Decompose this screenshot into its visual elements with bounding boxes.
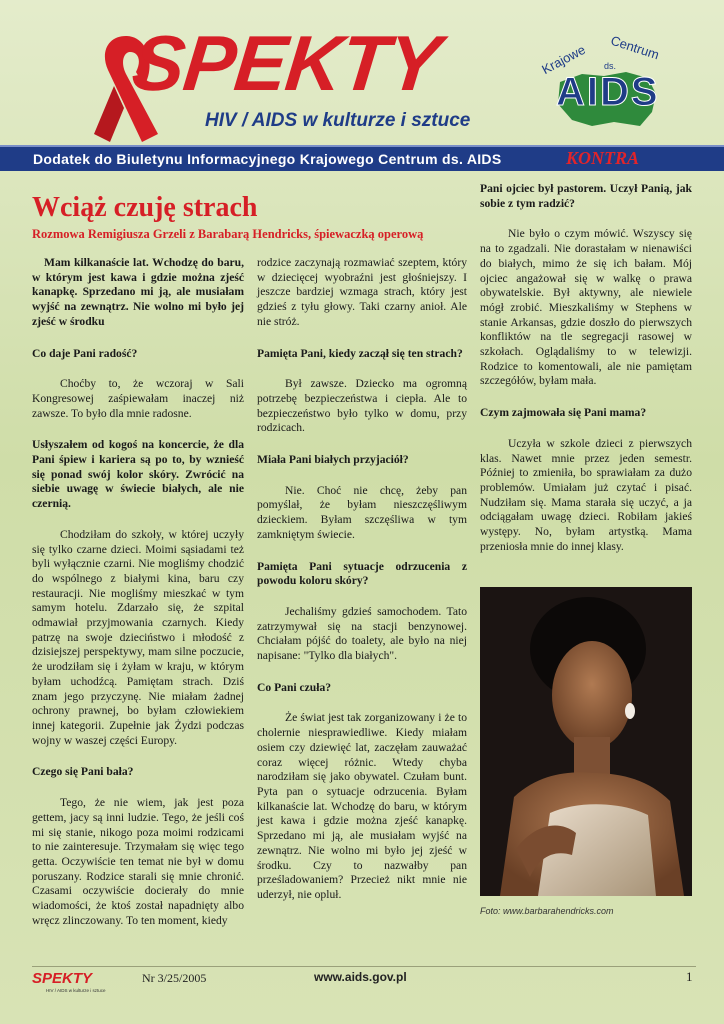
interview-question: Czego się Pani bała? xyxy=(32,765,134,779)
kontra-logo: KONTRA xyxy=(566,148,640,168)
page-number: 1 xyxy=(686,969,693,984)
portrait-illustration xyxy=(480,587,692,896)
logo-ds: ds. xyxy=(604,61,617,71)
article-subtitle: Rozmowa Remigiusza Grzeli z Barabarą Hendricks, śpiewaczką operową xyxy=(32,227,424,241)
issue-number: Nr 3/25/2005 xyxy=(142,971,207,985)
supplement-text: Dodatek do Biuletynu Informacyjnego Krajowego Centrum ds. AIDS xyxy=(33,151,502,167)
article-title: Wciąż czuję strach xyxy=(32,192,258,223)
interview-paragraph: Był zawsze. Dziecko ma ogromną potrzebę bezpieczeństwa i ciepła. Ale to bezpieczeństwo było tylko w domu, przy rodzicach. xyxy=(257,377,467,435)
interview-paragraph: Nie. Choć nie chcę, żeby pan pomyślał, że byłam nieszczęśliwym dzieckiem. Byłam szczęśliwa w tym zamkniętym świecie. xyxy=(257,483,467,541)
portrait-photo xyxy=(480,587,692,896)
article-column-3 xyxy=(480,182,692,554)
interview-paragraph: Uczyła w szkole dzieci z pierwszych klas. Nawet mnie przez jeden semestr. Później to zmieniła, bo sprawiałam za dużo problemów. Umiałam już czytać i pisać. Nudziłam się. Mama starała się uczyć, a ja odciągałam uwagę dzieci. Robiłam jakieś występy. No, byłam artystką. Mama przeniosła mnie do innej klasy. xyxy=(480,436,692,553)
krajowe-centrum-aids-logo xyxy=(540,28,670,138)
masthead xyxy=(0,0,724,142)
logo-krajowe: Krajowe xyxy=(539,41,588,78)
interview-paragraph: Jechaliśmy gdzieś samochodem. Tato zatrzymywał się na stacji benzynowej. Chciałam pójść do toalety, ale było na niej napisane: "Tylko dla białych". xyxy=(257,604,467,663)
tagline: HIV / AIDS w kulturze i sztuce xyxy=(205,110,471,131)
footer-logo: SPEKTY xyxy=(32,970,93,987)
interview-paragraph: Choćby to, że wczoraj w Sali Kongresowej zaśpiewałam inaczej niż zawsze. To było dla mnie radosne. xyxy=(32,377,244,420)
photo-caption: Foto: www.barbarahendricks.com xyxy=(480,906,614,916)
interview-paragraph: Nie było o czym mówić. Wszyscy się na to zgadzali. Nie dorastałam w nienawiści do białych, mimo że się ich bałam. Mój ojciec angażował się w walkę o prawa obywatelskie. Był aktywny, ale niewiele mógł zrobić. Mieszkaliśmy w Stephens w stanie Arkansas, gdzie doszło do pierwszych konfliktów na tle segregacji rasowej w szkołach. Oglądaliśmy to w telewizji. Rodzice to komentowali, ale nie pamiętam szczegółów, byłam mała. xyxy=(480,227,692,388)
brand-title: SPEKTY xyxy=(128,19,444,107)
logo-aids-word: AIDS xyxy=(556,70,660,114)
article-column-2 xyxy=(257,256,467,903)
interview-question: Pani ojciec był pastorem. Uczył Panią, jak sobie z tym radzić? xyxy=(480,182,692,210)
logo-centrum: Centrum xyxy=(608,32,661,63)
interview-question: Usłyszałem od kogoś na koncercie, że dla Pani śpiew i kariera są po to, by wznieść się ponad swój kolor skóry. Zwrócić na siebie uwagę w świecie białych, ale nie czernią. xyxy=(32,438,244,511)
interview-paragraph: Tego, że nie wiem, jak jest poza gettem, jacy są inni ludzie. Tego, że jeśli coś mi się stanie, nikogo poza moimi rodzicami to nie zainteresuje. Trzymałam się więc tego getta. Oczywiście ten temat nie był w domu poruszany. Rodzice starali się mnie chronić. Czasami oczywiście docierały do mnie wiadomości, że ktoś został napadnięty albo wręcz zlinczowany. To ten moment, kiedy xyxy=(32,796,244,927)
interview-question: Pamięta Pani sytuacje odrzucenia z powodu koloru skóry? xyxy=(257,559,467,588)
supplement-bar xyxy=(0,145,724,171)
interview-paragraph: Chodziłam do szkoły, w której uczyły się tylko czarne dzieci. Moimi sąsiadami też byli wyłącznie czarni. Nie mogliśmy chodzić do wspólnego z białymi kina, baru czy restauracji. Nie mogliśmy mieszkać w tym samym hotelu. Zdarzało się, że szpital odmawiał przyjmowania czarnych. Kiedy patrzę na swoje dzieciństwo i młodość z dzisiejszej perspektywy, mam silne poczucie, że urodziłam się i żyłam w kraju, w którym byłam uchodźcą. Pamiętam strach. Dziś znam jego przyczynę. Nie miałam żadnej ochrony prawnej, bo byłam człowiekiem innej kategorii. Zupełnie jak Żydzi podczas wojny w waszej części Europy. xyxy=(32,527,244,747)
interview-question: Miała Pani białych przyjaciół? xyxy=(257,453,409,467)
website-link[interactable]: www.aids.gov.pl xyxy=(314,970,407,984)
interview-paragraph: Mam kilkanaście lat. Wchodzę do baru, w którym jest kawa i gdzie można zjeść kanapkę. Sprzedano mi ją, ale musiałam wyjść na zewnątrz. Nie wolno mi było jej zjeść w środku xyxy=(32,256,244,328)
interview-question: Pamięta Pani, kiedy zaczął się ten strach? xyxy=(257,346,463,360)
interview-question: Co daje Pani radość? xyxy=(32,346,138,360)
interview-paragraph: rodzice zaczynają rozmawiać szeptem, który w dziecięcej wyobraźni jest głośniejszy. I jeszcze bardziej wzmaga strach, który jest gdzieś z tyłu głowy. Taki czarny anioł. Ale nie stróż. xyxy=(257,256,467,328)
interview-question: Czym zajmowała się Pani mama? xyxy=(480,406,647,420)
footer-divider xyxy=(32,966,696,967)
footer-logo-tagline: HIV / AIDS w kulturze i sztuce xyxy=(46,988,106,993)
interview-question: Co Pani czuła? xyxy=(257,680,332,694)
interview-paragraph: Że świat jest tak zorganizowany i że to cholernie niesprawiedliwe. Kiedy miałam osiem czy dziewięć lat, zaczęłam zauważać coraz więcej różnic. Wtedy chyba narodziłam się jako obywatel. Czułam bunt. Pyta pan o sytuacje odrzucenia. Byłam kilkanaście lat. Wchodzę do baru, w którym jest kawa i gdzie można zjeść kanapkę. Sprzedano mi ją, ale musiałam wyjść na zewnątrz. Nie wolno mi było jej zjeść w środku. Czy to nazwałby pan prześladowaniem? Przecież nikt mnie nie uderzył, nie opluł. xyxy=(257,711,467,901)
article-column-1 xyxy=(32,256,244,928)
